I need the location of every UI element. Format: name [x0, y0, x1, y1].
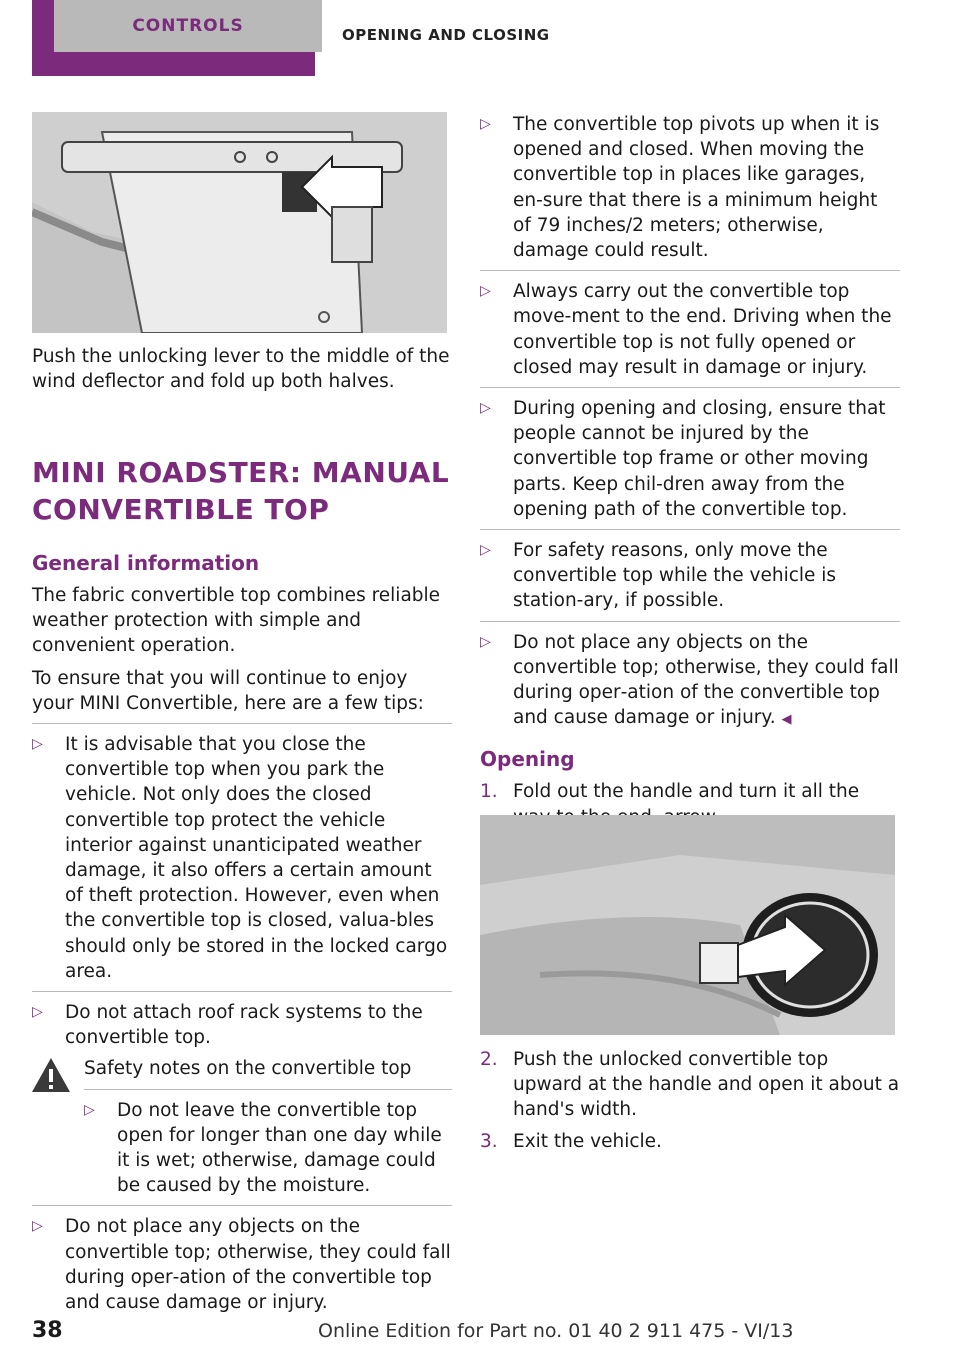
divider [32, 1205, 452, 1206]
bullet-triangle-icon: ▷ [32, 736, 43, 753]
right-column [480, 112, 900, 836]
left-column [32, 550, 452, 1321]
top-handle-figure [480, 815, 895, 1035]
list-item [480, 630, 900, 733]
subheading-opening: Opening [480, 747, 575, 772]
bullet-triangle-icon: ▷ [480, 283, 491, 300]
safety-note [32, 1056, 452, 1198]
list-item [480, 279, 900, 380]
subheading-general-information: General information [32, 551, 260, 575]
bullet-triangle-icon: ▷ [480, 542, 491, 559]
bullet-triangle-icon: ▷ [480, 633, 491, 650]
right-steps [480, 1047, 900, 1160]
section-heading: MINI ROADSTER: MANUAL CONVERTIBLE TOP [32, 456, 450, 526]
list-item-text: Do not place any objects on the convertible top; otherwise, they could fall during oper‐ation of the convertible top and cause damage or injury. [65, 1216, 451, 1314]
list-item [84, 1098, 452, 1199]
divider [32, 991, 452, 992]
top-handle-rotation-icon [480, 815, 895, 1035]
divider [480, 621, 900, 622]
wind-deflector-lever-icon [32, 112, 447, 333]
list-item-text: Do not place any objects on the convertible top; otherwise, they could fall during oper‐ation of the convertible top and cause damage or injury. [513, 631, 899, 729]
figure-caption: Push the unlocking lever to the middle of the wind deflector and fold up both halves. [32, 346, 450, 393]
chapter-tab-frame [32, 0, 300, 52]
paragraph: To ensure that you will continue to enjoy your MINI Convertible, here are a few tips: [32, 667, 424, 714]
list-item [32, 1000, 452, 1050]
bullet-triangle-icon: ▷ [32, 1004, 43, 1021]
list-item-text: The convertible top pivots up when it is opened and closed. When moving the convertible top in places like garages, en‐sure that there is a minimum height of 79 inches/2 meters; otherwise, damage could result. [513, 114, 880, 262]
left-caption-block [32, 344, 452, 401]
section-title: OPENING AND CLOSING [342, 26, 550, 44]
end-of-warning-icon: ◀ [781, 712, 792, 728]
chapter-title: CONTROLS [54, 0, 322, 52]
bullet-triangle-icon: ▷ [480, 400, 491, 417]
edition-footer: Online Edition for Part no. 01 40 2 911 475 - VI/13 [318, 1320, 794, 1342]
step-text: Push the unlocked convertible top upward at the handle and open it about a hand's width. [513, 1049, 900, 1121]
list-item-text: During opening and closing, ensure that people cannot be injured by the convertible top frame or other moving parts. Keep chil‐dren away from the opening path of the convertible top. [513, 398, 886, 520]
divider [480, 270, 900, 271]
list-item-text: Do not attach roof rack systems to the convertible top. [65, 1002, 423, 1049]
step-item [480, 1047, 900, 1123]
list-item-text: Do not leave the convertible top open for longer than one day while it is wet; otherwise, damage could be caused by the moisture. [117, 1099, 442, 1197]
step-item [480, 1129, 900, 1154]
divider [84, 1089, 452, 1090]
wind-deflector-figure [32, 112, 447, 333]
bullet-triangle-icon: ▷ [480, 116, 491, 132]
list-item [32, 732, 452, 984]
warning-triangle-icon [30, 1056, 72, 1094]
page-number: 38 [32, 1318, 63, 1343]
step-text: Fold out the handle and turn it all the [513, 781, 860, 803]
list-item [480, 538, 900, 614]
list-item [32, 1214, 452, 1315]
list-item [480, 112, 900, 263]
bullet-triangle-icon: ▷ [84, 1101, 95, 1118]
paragraph: The fabric convertible top combines reliable weather protection with simple and convenient operation. [32, 585, 441, 657]
divider [32, 723, 452, 724]
list-item-text: For safety reasons, only move the convertible top while the vehicle is station‐ary, if possible. [513, 540, 837, 612]
step-text: Exit the vehicle. [513, 1130, 662, 1152]
divider [480, 529, 900, 530]
list-item [480, 396, 900, 522]
safety-note-title: Safety notes on the convertible top [84, 1058, 412, 1080]
bullet-triangle-icon: ▷ [32, 1218, 43, 1235]
divider [480, 387, 900, 388]
list-item-text: Always carry out the convertible top move‐ment to the end. Driving when the convertible top is not fully opened or closed may result in damage or injury. [513, 281, 892, 378]
step-number: 3. [480, 1130, 498, 1152]
step-number: 1. [480, 781, 498, 803]
list-item-text: It is advisable that you close the convertible top when you park the vehicle. Not only does the closed convertible top protect the vehicle interior against unanticipated weather damage, it also offers a certain amount of theft protection. However, even when the convertible top is closed, valua‐bles should only be stored in the locked cargo area. [65, 734, 448, 982]
step-number: 2. [480, 1049, 498, 1070]
